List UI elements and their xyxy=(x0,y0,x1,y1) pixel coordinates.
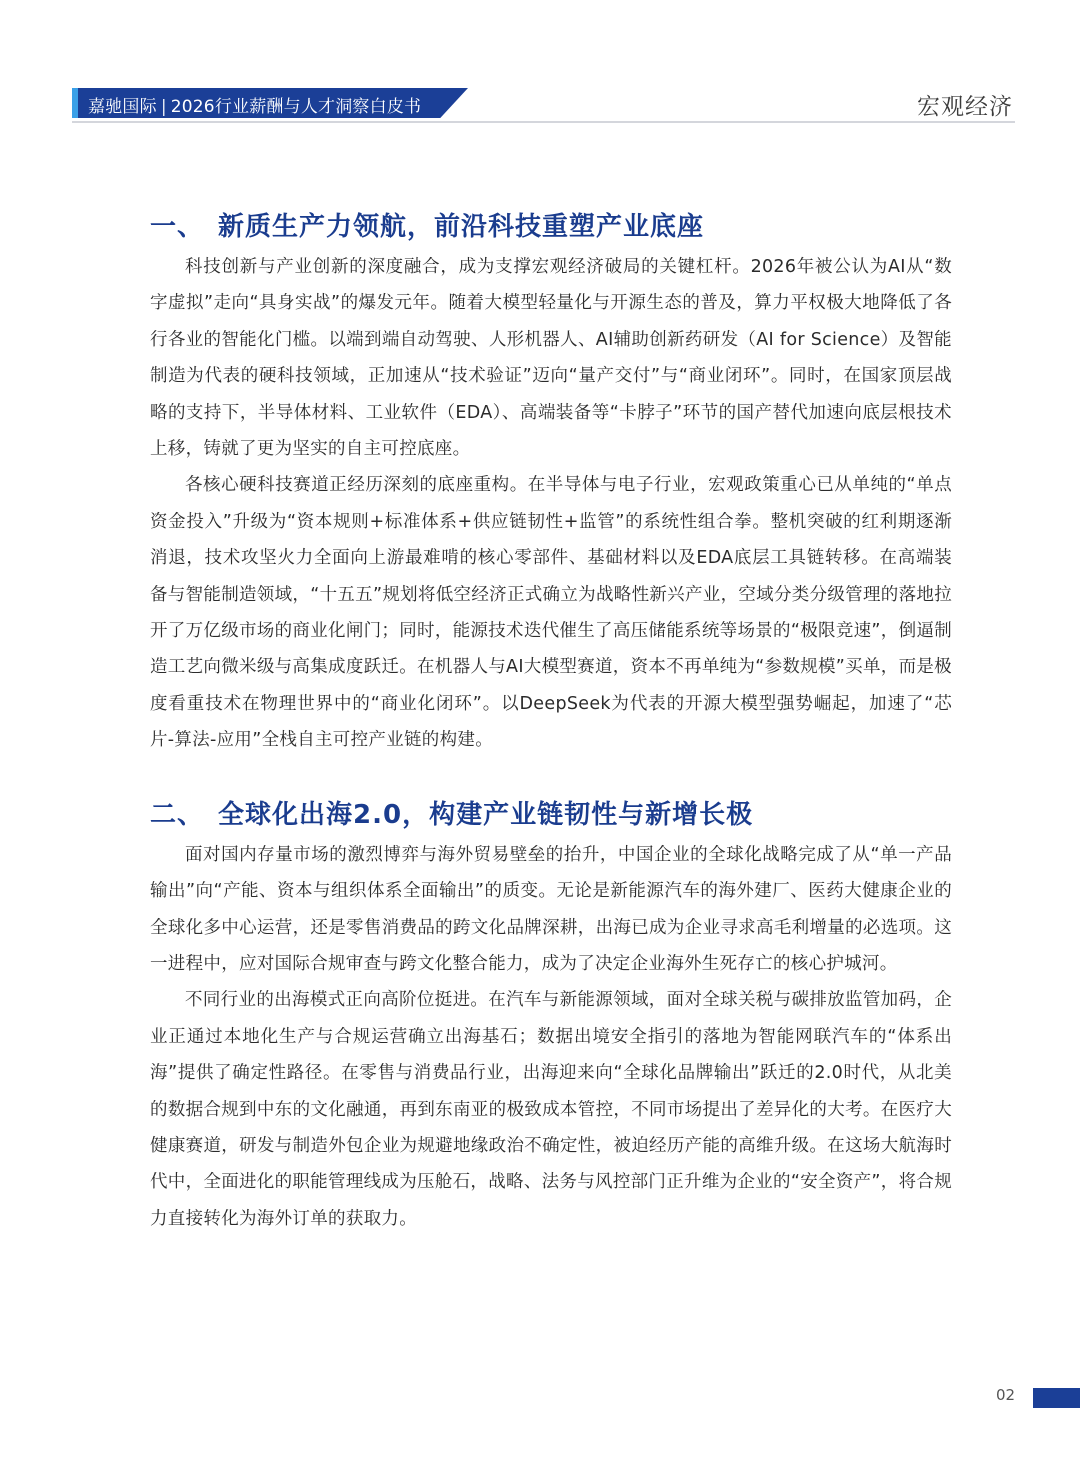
banner-title xyxy=(88,92,421,117)
page-content xyxy=(150,205,952,1237)
banner-accent-stripe xyxy=(72,88,78,118)
section-label: 宏观经济 xyxy=(917,94,1013,120)
body-paragraph: 不同行业的出海模式正向高阶位挺进。在汽车与新能源领域，面对全球关税与碳排放监管加码，企业正通过本地化生产与合规运营确立出海基石；数据出境安全指引的落地为智能网联汽车的“体系出海”提供了确定性路径。在零售与消费品行业，出海迎来向“全球化品牌输出”跃迁的2.0时代，从北美的数据合规到中东的文化融通，再到东南亚的极致成本管控，不同市场提出了差异化的大考。在医疗大健康赛道，研发与制造外包企业为规避地缘政治不确定性，被迫经历产能的高维升级。在这场大航海时代中，全面进化的职能管理线成为压舱石，战略、法务与风控部门正升维为企业的“安全资产”，将合规力直接转化为海外订单的获取力。 xyxy=(150,990,952,1229)
page-header xyxy=(72,88,1015,124)
section-heading xyxy=(150,793,952,837)
section-number: 一、 xyxy=(150,212,205,242)
brand-name: 嘉驰国际 xyxy=(88,97,157,117)
header-divider xyxy=(72,121,1015,123)
body-paragraph: 科技创新与产业创新的深度融合，成为支撑宏观经济破局的关键杠杆。2026年被公认为AI从“数字虚拟”走向“具身实战”的爆发元年。随着大模型轻量化与开源生态的普及，算力平权极大地降低了各行各业的智能化门槛。以端到端自动驾驶、人形机器人、AI辅助创新药研发（AI for Science）及智能制造为代表的硬科技领域，正加速从“技术验证”迈向“量产交付”与“商业闭环”。同时，在国家顶层战略的支持下，半导体材料、工业软件（EDA）、高端装备等“卡脖子”环节的国产替代加速向底层根技术上移，铸就了更为坚实的自主可控底座。 xyxy=(150,257,952,460)
body-paragraph: 面对国内存量市场的激烈博弈与海外贸易壁垒的抬升，中国企业的全球化战略完成了从“单一产品输出”向“产能、资本与组织体系全面输出”的质变。无论是新能源汽车的海外建厂、医药大健康企业的全球化多中心运营，还是零售消费品的跨文化品牌深耕，出海已成为企业寻求高毛利增量的必选项。这一进程中，应对国际合规审查与跨文化整合能力，成为了决定企业海外生死存亡的核心护城河。 xyxy=(150,844,952,974)
section-title: 新质生产力领航，前沿科技重塑产业底座 xyxy=(218,212,705,242)
page-number-bar xyxy=(1033,1388,1080,1408)
page-number: 02 xyxy=(996,1386,1016,1404)
title-separator: | xyxy=(160,97,167,117)
section-number: 二、 xyxy=(150,799,205,830)
section-heading xyxy=(150,205,952,249)
body-paragraph: 各核心硬科技赛道正经历深刻的底座重构。在半导体与电子行业，宏观政策重心已从单纯的“单点资金投入”升级为“资本规则+标准体系+供应链韧性+监管”的系统性组合拳。整机突破的红利期逐渐消退，技术攻坚火力全面向上游最难啃的核心零部件、基础材料以及EDA底层工具链转移。在高端装备与智能制造领域，“十五五”规划将低空经济正式确立为战略性新兴产业，空域分类分级管理的落地拉开了万亿级市场的商业化闸门；同时，能源技术迭代催生了高压储能系统等场景的“极限竞速”，倒逼制造工艺向微米级与高集成度跃迁。在机器人与AI大模型赛道，资本不再单纯为“参数规模”买单，而是极度看重技术在物理世界中的“商业化闭环”。以DeepSeek为代表的开源大模型强势崛起，加速了“芯片-算法-应用”全栈自主可控产业链的构建。 xyxy=(150,475,952,751)
document-title: 2026行业薪酬与人才洞察白皮书 xyxy=(170,97,422,117)
section-title: 全球化出海2.0，构建产业链韧性与新增长极 xyxy=(218,799,754,830)
